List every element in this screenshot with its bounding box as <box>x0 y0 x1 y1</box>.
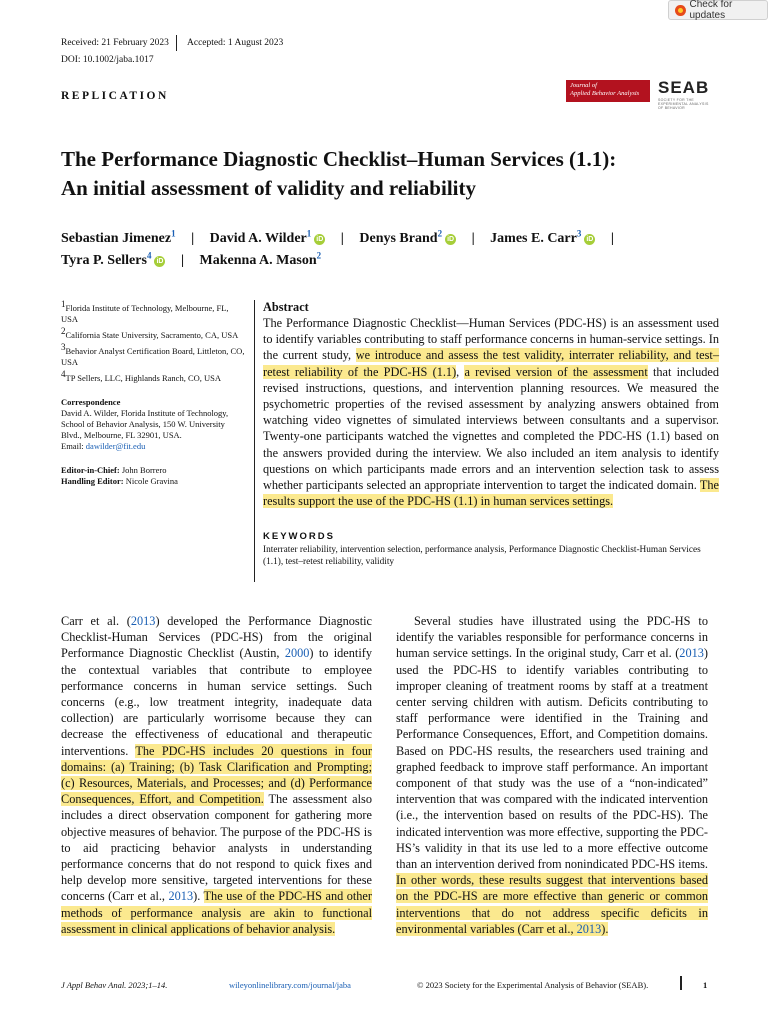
received-date: Received: 21 February 2023 <box>61 38 169 48</box>
abstract-section <box>254 300 719 582</box>
body-paragraph <box>396 613 708 937</box>
affiliations <box>61 299 246 492</box>
orcid-icon[interactable]: iD <box>586 236 594 243</box>
affiliation <box>61 342 246 368</box>
abstract-span: that included revised instructions, questions, and intervention planning resources. We measured the psychometric properties of the revised assessment by analyzing answers obtained from watching video vignettes of simulated interviews between consultants and a supervisor. Twenty-one participants watched the vignettes and completed the PDC-HS (1.1) based on the answers provided during the interview. We also included an item analysis to identify questions on which participants made errors and an intervention selection task to assess whether participants selected an appropriate intervention to target the indicated domain. <box>263 364 719 493</box>
body-column-left <box>61 613 372 937</box>
email-link[interactable]: dawilder@fit.edu <box>85 441 146 451</box>
seab-logo <box>658 78 710 110</box>
citation-link[interactable]: 2013 <box>168 889 194 904</box>
affil-text: Behavior Analyst Certification Board, Littleton, CO, USA <box>61 346 245 367</box>
body-column-right <box>396 613 708 937</box>
body-highlight: The PDC-HS includes 20 questions in four domains: (a) Training; (b) Task Clarification and Prompting; (c) Resources, Materials, and Processes; and (d) Performance Consequences, Effort, and Competition. <box>61 743 372 807</box>
body-span: The assessment also includes a direct observation component for gathering more objective measures of behavior. The purpose of the PDC-HS is to aid practicing behavior analysts in understanding performance concerns that do not respond to quick fixes and help develop more sensitive, targeted interventions for these concerns (Carr et al., <box>61 792 372 904</box>
footer-journal-link[interactable]: wileyonlinelibrary.com/journal/jaba <box>229 980 351 990</box>
author-affil-sup: 1 <box>306 228 312 239</box>
accepted-date: Accepted: 1 August 2023 <box>187 38 284 48</box>
keywords-heading: KEYWORDS <box>263 531 335 543</box>
abstract-span: , <box>456 364 465 379</box>
correspondence <box>61 397 246 452</box>
citation-link[interactable]: 2000 <box>284 646 310 661</box>
author-name[interactable]: James E. Carr <box>490 231 577 246</box>
meta-divider <box>176 35 177 51</box>
affil-num: 2 <box>61 326 66 337</box>
author-affil-sup: 3 <box>576 228 582 239</box>
orcid-icon[interactable]: iD <box>156 258 164 265</box>
article-title <box>61 145 721 203</box>
seab-logo-sub: SOCIETY FOR THE EXPERIMENTAL ANALYSIS OF BEHAVIOR <box>658 98 709 110</box>
author-line-2 <box>61 250 721 272</box>
author-affil-sup: 2 <box>437 228 443 239</box>
affil-text: California State University, Sacramento, CA, USA <box>65 330 239 340</box>
body-span: ). <box>193 889 204 904</box>
author-line-1 <box>61 228 721 250</box>
body-highlight: The use of the PDC-HS and other methods of performance analysis are akin to functional assessment in clinical applications of behavior analysis. <box>61 889 372 936</box>
affiliation <box>61 369 246 384</box>
affil-num: 3 <box>61 342 66 353</box>
check-for-updates-label: Check for updates <box>689 0 733 21</box>
crossmark-icon <box>675 5 686 16</box>
author-separator: | <box>180 253 185 268</box>
author-separator: | <box>191 231 195 246</box>
abstract-span: The Performance Diagnostic Checklist—Human Services (PDC-HS) is an assessment used to identify variables contributing to staff performance concerns in human-service settings. In the current study, <box>263 316 719 363</box>
author-name[interactable]: David A. Wilder <box>209 231 307 246</box>
affiliation <box>61 326 246 341</box>
handling-editor-label: Handling Editor: <box>61 476 124 486</box>
abstract-highlight: we introduce and assess the test validity, interrater reliability, and test–retest reliability of the PDC-HS (1.1) <box>263 348 719 379</box>
correspondence-label: Correspondence <box>61 397 121 407</box>
editor-chief: John Borrero <box>121 465 167 475</box>
author-separator: | <box>340 231 344 246</box>
email-label: Email: <box>61 441 84 451</box>
body-span: ) developed the Performance Diagnostic Checklist-Human Services (PDC-HS) from the original Performance Diagnostic Checklist (Austin, <box>61 614 372 661</box>
author-name[interactable]: Denys Brand <box>359 231 438 246</box>
journal-logo <box>566 80 650 102</box>
section-label: REPLICATION <box>61 90 169 102</box>
journal-logo-line1: Journal of <box>570 82 597 89</box>
affil-num: 1 <box>61 299 66 310</box>
title-line-2: An initial assessment of validity and reliability <box>61 176 476 200</box>
body-paragraph <box>61 613 372 937</box>
body-span: Several studies have illustrated using the PDC-HS to identify the variables responsible for performance concerns in human service settings. In the original study, Carr et al. ( <box>396 614 708 661</box>
affil-text: TP Sellers, LLC, Highlands Ranch, CO, USA <box>65 373 222 383</box>
title-line-1: The Performance Diagnostic Checklist–Human Services (1.1): <box>61 147 617 171</box>
seab-logo-text: SEAB <box>658 78 710 97</box>
affiliation <box>61 299 246 325</box>
author-separator: | <box>471 231 475 246</box>
author-name[interactable]: Tyra P. Sellers <box>61 253 147 268</box>
citation-link[interactable]: 2013 <box>576 921 602 936</box>
body-span: ) to identify the contextual variables that contribute to employee performance concerns in human service settings. Such concerns (e.g., low treatment integrity, inadequate data collection) are particularly worrisome because they can decrease the effectiveness of educational and therapeutic interventions. <box>61 646 372 758</box>
keywords-text: Interrater reliability, intervention selection, performance analysis, Performance Diagnostic Checklist-Human Services (1.1), test–retest reliability, validity <box>263 545 701 568</box>
abstract-heading: Abstract <box>263 300 309 314</box>
author-affil-sup: 2 <box>316 250 322 261</box>
editors <box>61 465 246 487</box>
doi: DOI: 10.1002/jaba.1017 <box>61 55 154 65</box>
orcid-icon[interactable]: iD <box>447 236 455 243</box>
author-name[interactable]: Sebastian Jimenez <box>61 231 172 246</box>
footer-copyright: © 2023 Society for the Experimental Analysis of Behavior (SEAB). <box>417 980 649 990</box>
abstract-text <box>263 315 719 509</box>
orcid-icon[interactable]: iD <box>316 236 324 243</box>
author-list <box>61 228 721 272</box>
citation-link[interactable]: 2013 <box>679 646 704 661</box>
editor-chief-label: Editor-in-Chief: <box>61 465 120 475</box>
abstract-highlight: The results support the use of the PDC-HS (1.1) in human services settings. <box>263 478 719 509</box>
affil-num: 4 <box>61 369 66 380</box>
author-affil-sup: 4 <box>146 250 152 261</box>
correspondence-text: David A. Wilder, Florida Institute of Technology, School of Behavior Analysis, 150 W. University Blvd., Melbourne, FL 32901, USA. <box>61 408 229 440</box>
body-span: ) used the PDC-HS to identify variables contributing to improper cleaning of treatment rooms by staff at a treatment center serving children with autism. Deficits contributing to staff performance were identified in the Training and Performance Consequences, Effort, and Competition domains. Based on PDC-HS results, the researchers used training and graphed feedback to improve staff performance. An important component of that study was the use of a “non-indicated” intervention that was compared with the indicated intervention (i.e., the intervention based on results of the PDC-HS). The indicated intervention was more effective, supporting the PDC-HS’s validity in that its use led to a more effective outcome than an intervention derived from nonindicated PDC-HS items. <box>396 646 708 872</box>
page-number: 1 <box>703 980 708 990</box>
footer-divider <box>680 976 682 990</box>
body-highlight: In other words, these results suggest that interventions based on the PDC-HS are more effective than generic or common interventions that do not address specific deficits in environmental variables (Carr et al., <box>396 873 708 936</box>
check-for-updates-button[interactable] <box>668 0 768 20</box>
author-separator: | <box>610 231 614 246</box>
author-affil-sup: 1 <box>171 228 176 239</box>
body-highlight: ). <box>601 921 609 936</box>
affil-text: Florida Institute of Technology, Melbourne, FL, USA <box>61 303 229 324</box>
abstract-highlight: a revised version of the assessment <box>464 364 648 379</box>
footer-citation: J Appl Behav Anal. 2023;1–14. <box>61 980 168 990</box>
author-name[interactable]: Makenna A. Mason <box>199 253 317 268</box>
body-span: Carr et al. ( <box>61 614 131 628</box>
journal-logo-line2: Applied Behavior Analysis <box>570 90 640 97</box>
citation-link[interactable]: 2013 <box>130 614 156 628</box>
handling-editor: Nicole Gravina <box>125 476 178 486</box>
